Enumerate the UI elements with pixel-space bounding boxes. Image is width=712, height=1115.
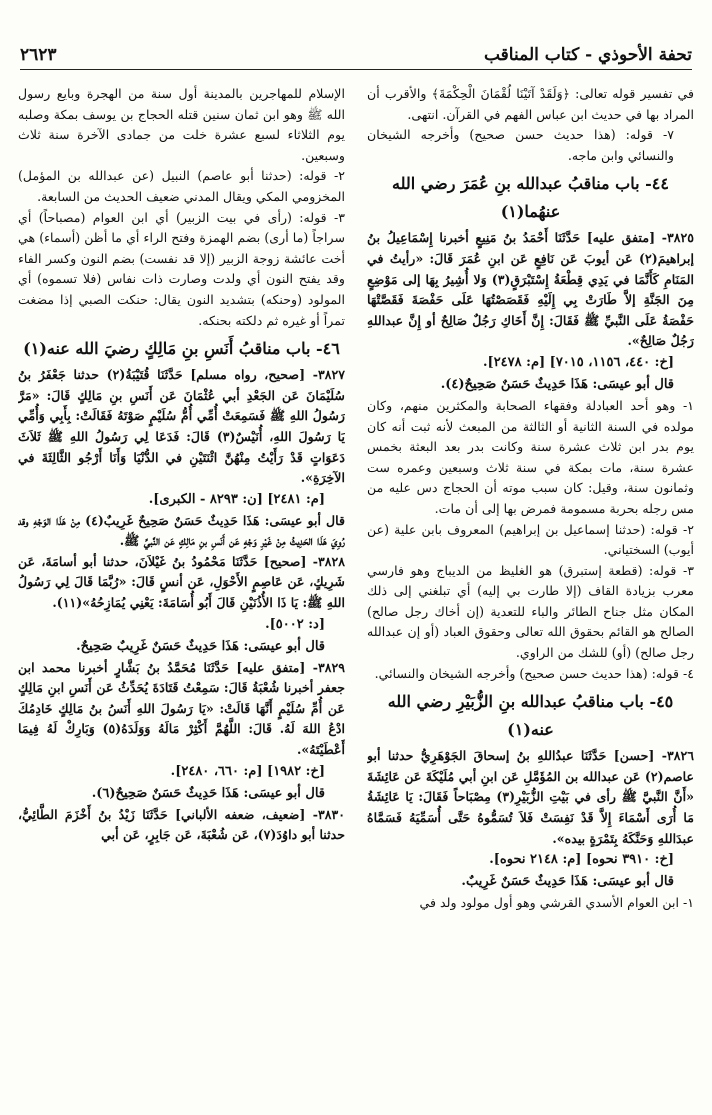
- grading: قال أبو عيسَى: هَذَا حَدِيثٌ حَسَنٌ صَحِيحٌ(٦).: [91, 785, 325, 801]
- text-columns: [18, 84, 694, 1101]
- page-number: ٢٦٢٣: [20, 45, 57, 65]
- footnote: ٣- قوله: (قطعة إستبرق) هو الغليظ من الديباج وهو فارسي معرب بزيادة القاف (إلا طارت بي إليه) أي تبلغني إلى ذلك المكان مثل جناح الطائر والباء للتعدية (إن أخاك رجل صالح) الصالح هو القائم بحقوق الله تعالى وحقوق العباد (أو إن عبدالله رجل صالح) (أو) للشك من الراوي.: [367, 562, 694, 661]
- footnote: ٧- قوله: (هذا حديث حسن صحيح) وأخرجه الشيخان والنسائي وابن ماجه.: [367, 127, 674, 163]
- reference: [د: ٥٠٠٢].: [265, 616, 325, 632]
- reference: [خ: ٤٤٠، ١١٥٦، ٧٠١٥] [م: ٢٤٧٨].: [483, 354, 674, 370]
- hadith-text: ٣٨٢٨- [صحيح] حَدَّثَنَا مَحْمُودُ بنُ غَيْلاَنَ، حدثنا أبو أسامَةَ، عَن شَرِيكٍ، عَن عَاصِمٍ الأَحْوَلِ، عَن أنسٍ قَالَ: «رُبَّمَا قَالَ لِي رَسُولُ اللهِ ﷺ: يَا ذَا الأُذُنَيْنِ قَالَ أَبُو أُسَامَةَ: يَعْنِي يُمَازِحُهُ»(١١).: [18, 553, 345, 611]
- grading: قال أبو عيسَى: هَذَا حَدِيثٌ حَسَنٌ صَحِيحٌ غَرِيبٌ(٤) مِنْ هَذَا الوَجْهِ وقد رُوِيَ هَذَا الحَدِيثُ مِنْ غَيْرِ وَجْهٍ عَن أَنَسِ بنِ مَالِكٍ عَن النَّبيِّ ﷺ.: [18, 512, 345, 549]
- grading: قال أبو عيسَى: هَذَا حَدِيثٌ حَسَنٌ غَرِيبٌ صَحِيحٌ.: [76, 638, 325, 654]
- footnote: ٢- قوله: (حدثنا أبو عاصم) النبيل (عن عبدالله بن المؤمل) المخزومي المكي ويقال المدني ضعيف الحديث من السابعة.: [18, 168, 345, 204]
- reference: [خ: ٣٩١٠ نحوه] [م: ٢١٤٨ نحوه].: [489, 852, 674, 868]
- footnote: الإسلام للمهاجرين بالمدينة أول سنة من الهجرة وبايع رسول الله ﷺ وهو ابن ثمان سنين قتله الحجاج بن يوسف بمكة وصلبه يوم الثلاثاء لسبع عشرة خلت من جمادى الآخرة سنة ثلاث وسبعين.: [18, 86, 345, 163]
- page-header: [20, 36, 692, 70]
- grading: قال أبو عيسَى: هَذَا حَدِيثٌ حَسَنٌ غَرِيبٌ.: [461, 874, 674, 890]
- chapter-heading: ٤٦- باب مناقبُ أَنَسِ بنِ مَالِكٍ رضيَ الله عنه(١): [23, 339, 340, 359]
- hadith-text: ٣٨٢٥- [متفق عليه] حَدَّثَنَا أَحْمَدُ بنُ مَنِيعٍ أخبرنا إِسْمَاعِيلُ بنُ إبراهيمَ(٢) عَن أيوبَ عَن نَافِعٍ عَن ابنِ عُمَرَ قَالَ: «رأيتُ في المَنَامِ كَأَنَّمَا في يَدِي قِطْعَةُ إِسْتَبْرَقٍ(٣) وَلا أُشِيرُ بِهَا إلى مَوْضِعٍ مِنَ الجَنَّةِ إلاَّ طَارَتْ بِي إِلَيْهِ فَقَصَصْتُهَا عَلَى حَفْصَةَ فَقَصَّتْهَا حَفْصَةُ عَلَى النَّبيِّ ﷺ فَقَالَ: إِنَّ أَخَاكِ رَجُلٌ صَالِحٌ أو إِنَّ عبداللهِ رَجُلٌ صَالِحٌ».: [367, 230, 694, 349]
- left-column: [18, 84, 345, 1101]
- footnote: ٢- قوله: (حدثنا إسماعيل بن إبراهيم) المعروف بابن علية (عن أيوب) السختياني.: [367, 521, 694, 558]
- hadith-text: ٣٨٣٠- [ضعيف، ضعفه الألباني] حَدَّثَنَا زَيْدُ بنُ أَخْزَمَ الطَّائِيُّ، حدثنا أبو داوُدَ(٧)، عَن شُعْبَةَ، عَن جَابِرٍ، عَن أبي: [18, 806, 345, 843]
- right-column: [367, 84, 694, 1101]
- reference: [خ: ١٩٨٢] [م: ٦٦٠، ٢٤٨٠].: [170, 763, 325, 779]
- reference: [م: ٢٤٨١] [ن: ٨٢٩٣ - الكبرى].: [148, 491, 325, 507]
- hadith-text: ٣٨٢٦- [حسن] حَدَّثَنَا عبدُاللهِ بنُ إسحاقَ الجَوْهَرِيُّ حدثنا أبو عاصم(٢) عَن عبدالله بن المُؤَمَّلِ عَن ابنِ أبي مُلَيْكَةَ عَن عَائِشَةَ «أَنَّ النَّبيَّ ﷺ رأى في بَيْتِ الزُّبَيْرِ(٣) مِصْبَاحاً فَقَالَ: يَا عَائِشَةُ مَا أُرَى أَسْمَاءَ إِلاَّ قَدْ نَفِسَتْ فَلاَ تُسَمُّوهُ حَتَّى أُسَمِّيَهُ فَسَمَّاهُ عبدَاللهِ وَحَنَّكَهُ بِتَمْرَةٍ بيده».: [367, 748, 694, 846]
- hadith-text: ٣٨٢٧- [صحيح، رواه مسلم] حَدَّثَنَا قُتَيْبَةُ(٢) حدثنا جَعْفَرُ بنُ سُلَيْمَانَ عَن الجَعْدِ أبي عُثْمَانَ عَن أَنَسِ بنِ مَالِكٍ قَالَ: «مَرَّ رَسُولُ اللهِ ﷺ فَسَمِعَتْ أُمِّي أُمُّ سُلَيْمٍ صَوْتَهُ فَقَالَتْ: بِأَبِي وَأُمِّي يَا رَسُولَ اللهِ، أُنَيْسٌ(٣) قَالَ: فَدَعَا لِي رَسُولُ اللهِ ﷺ ثَلاَثَ دَعَوَاتٍ قَدْ رَأَيْتُ مِنْهُنَّ اثْنَتَيْنِ في الدُّنْيَا وَأَنَا أَرْجُو الثَّالِثَةَ في الآخِرَةِ».: [18, 367, 345, 486]
- footnote: ١- وهو أحد العبادلة وفقهاء الصحابة والمكثرين منهم، وكان مولده في السنة الثانية أو الثالثة من المبعث لأنه ثبت أنه كان يوم بدر ابن ثلاث عشرة سنة وكانت بدر بعد البعثة بخمس عشرة سنة، مات بمكة في سنة ثلاث وسبعين وعمره ست وثمانون سنة، وقيل: كان سبب موته أن الحجاج دس عليه من مس رجله بحربة مسمومة فمرض بها إلى أن مات.: [367, 397, 694, 516]
- paragraph: في تفسير قوله تعالى: ﴿وَلَقَدْ آتَيْنَا لُقْمَانَ الْحِكْمَةَ﴾ والأقرب أن المراد بها في حديث ابن عباس الفهم في القرآن. انتهى.: [367, 86, 694, 122]
- chapter-heading: ٤٤- باب مناقبُ عبدالله بنِ عُمَرَ رضي الله عنهُما(١): [392, 174, 669, 222]
- grading: قال أبو عيسَى: هَذَا حَدِيثٌ حَسَنٌ صَحِيحٌ(٤).: [440, 376, 674, 392]
- footnote: ٣- قوله: (رأى في بيت الزبير) أي ابن العوام (مصباحاً) أي سراجاً (ما أرى) بضم الهمزة وفتح الراء أي ما أظن (أسماء) هي أخت عائشة زوجة الزبير (إلا قد نفست) بضم النون وكسر الفاء وقد يفتح النون أي ولدت وصارت ذات نفاس (فلا تسموه) أي المولود (وحنكه) بتشديد النون يقال: حنكت الصبي إذا مضغت تمراً أو غيره ثم دلكته بحنكه.: [18, 209, 345, 328]
- hadith-text: ٣٨٢٩- [متفق عليه] حَدَّثَنَا مُحَمَّدُ بنُ بَشَّارٍ أخبرنا محمد ابن جعفر أخبرنا شُعْبَةُ قَالَ: سَمِعْتُ قَتَادَةَ يُحَدِّثُ عَن أَنَسِ ابنِ مَالِكٍ عَن أُمِّ سُلَيْمٍ أَنَّهَا قَالَتْ: «يَا رَسُولَ اللهِ أَنَسُ بنُ مَالِكٍ خَادِمُكَ ادْعُ اللهَ لَهُ. قَالَ: اللَّهُمَّ أَكْثِرْ مَالَهُ وَوَلَدَهُ(٥) وَبَارِكْ لَهُ فِيمَا أَعْطَيْتَهُ».: [18, 659, 345, 758]
- footnote: ٤- قوله: (هذا حديث حسن صحيح) وأخرجه الشيخان والنسائي.: [374, 665, 694, 681]
- chapter-heading: ٤٥- باب مناقبُ عبدالله بنِ الزُّبَيْرِ رضي الله عنه(١): [387, 692, 674, 740]
- running-title: تحفة الأحوذي - كتاب المناقب: [483, 45, 692, 65]
- footnote: ١- ابن العوام الأسدي القرشي وهو أول مولود ولد في: [419, 895, 694, 911]
